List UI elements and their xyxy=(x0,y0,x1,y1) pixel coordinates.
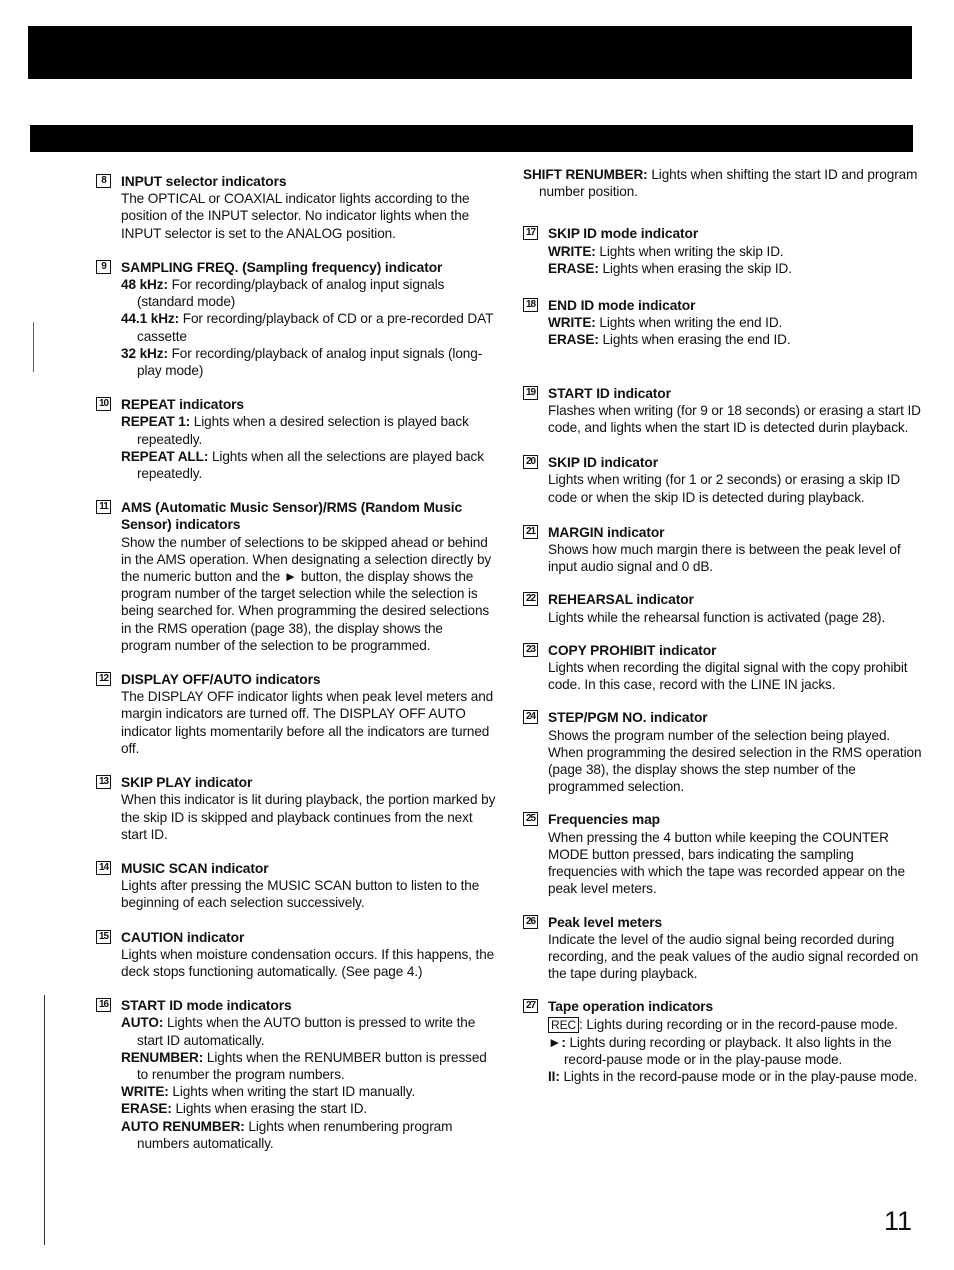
section-title: MARGIN indicator xyxy=(548,524,665,540)
section-number-badge: 15 xyxy=(96,930,111,944)
section-22 xyxy=(523,591,923,625)
section-title: AMS (Automatic Music Sensor)/RMS (Random Music Sensor) indicators xyxy=(121,500,463,533)
section-title: Peak level meters xyxy=(548,914,663,930)
item-label: REPEAT ALL: xyxy=(121,448,209,464)
definition-item xyxy=(548,1034,923,1068)
item-text: Lights during recording or playback. It also lights in the record-pause mode or in the play-pause mode. xyxy=(564,1034,892,1067)
section-title: SKIP PLAY indicator xyxy=(121,775,253,791)
section-title: END ID mode indicator xyxy=(548,298,696,314)
definition-item xyxy=(121,1118,496,1152)
definition-item xyxy=(121,310,496,344)
section-number-badge: 17 xyxy=(523,226,538,240)
item-label: ERASE: xyxy=(548,260,599,276)
rec-indicator-label: REC xyxy=(548,1017,579,1033)
item-text: Lights when all the selections are played back repeatedly. xyxy=(137,448,484,482)
section-text: Shows the program number of the selection being played. When programming the desired selection in the RMS operation (page 38), the display shows the step number of the programmed selection. xyxy=(548,727,922,795)
item-label: WRITE: xyxy=(121,1084,169,1100)
section-text: When pressing the 4 button while keeping the COUNTER MODE button pressed, bars indicating the sampling frequencies with which the tape was recorded appear on the peak level meters. xyxy=(548,829,905,897)
definition-item xyxy=(548,331,923,348)
item-label: WRITE: xyxy=(548,315,596,331)
item-text: Lights when writing the skip ID. xyxy=(599,243,784,259)
section-text: Lights when moisture condensation occurs. If this happens, the deck stops functioning automatically. (See page 4.) xyxy=(121,946,495,979)
margin-rule xyxy=(44,995,45,1245)
section-title: CAUTION indicator xyxy=(121,929,245,945)
definition-item xyxy=(121,1014,496,1048)
section-text: The OPTICAL or COAXIAL indicator lights according to the position of the INPUT selector. No indicator lights when the INPUT selector is set to the ANALOG position. xyxy=(121,191,470,241)
section-title: REHEARSAL indicator xyxy=(548,592,694,608)
section-number-badge: 9 xyxy=(96,260,111,274)
item-label: 32 kHz: xyxy=(121,345,168,361)
section-number-badge: 14 xyxy=(96,861,111,875)
section-14 xyxy=(96,860,496,912)
item-label: 48 kHz: xyxy=(121,277,168,293)
section-number-badge: 21 xyxy=(523,525,538,539)
section-number-badge: 16 xyxy=(96,998,111,1012)
definition-item xyxy=(121,448,496,482)
section-text: Indicate the level of the audio signal being recorded during recording, and the peak values of the audio signal recorded on the tape during playback. xyxy=(548,931,919,982)
section-title: Tape operation indicators xyxy=(548,999,714,1015)
section-17 xyxy=(523,225,923,277)
section-26 xyxy=(523,914,923,983)
definition-item xyxy=(548,243,923,260)
section-20 xyxy=(523,454,923,506)
item-text: Lights when renumbering program numbers automatically. xyxy=(137,1118,453,1151)
section-13 xyxy=(96,774,496,843)
definition-item xyxy=(121,413,496,447)
section-text: Flashes when writing (for 9 or 18 seconds) or erasing a start ID code, and lights when the start ID is detected durin playback. xyxy=(548,402,921,436)
definition-item xyxy=(548,1016,923,1034)
definition-item xyxy=(548,1068,923,1085)
definition-item xyxy=(121,276,496,310)
item-text: Lights when erasing the start ID. xyxy=(175,1101,368,1117)
section-title: START ID indicator xyxy=(548,385,671,401)
item-label: ►: xyxy=(548,1034,566,1050)
section-24 xyxy=(523,709,923,795)
section-title: SKIP ID mode indicator xyxy=(548,226,699,242)
definition-item xyxy=(121,1083,496,1100)
item-text: Lights when writing the start ID manually. xyxy=(172,1084,416,1100)
section-title: SKIP ID indicator xyxy=(548,455,658,471)
definition-item xyxy=(548,260,923,277)
section-number-badge: 20 xyxy=(523,455,538,469)
item-text: For recording/playback of analog input signals (long-play mode) xyxy=(137,345,483,379)
item-text: Lights when the AUTO button is pressed to write the start ID automatically. xyxy=(137,1015,476,1048)
item-text: Lights when a desired selection is played back repeatedly. xyxy=(137,414,469,447)
left-column xyxy=(96,173,496,1152)
binding-marks xyxy=(33,322,34,372)
section-12 xyxy=(96,671,496,757)
section-number-badge: 26 xyxy=(523,915,538,929)
section-title: REPEAT indicators xyxy=(121,397,245,413)
section-11 xyxy=(96,499,496,654)
section-number-badge: 23 xyxy=(523,643,538,657)
section-8 xyxy=(96,173,496,242)
section-number-badge: 24 xyxy=(523,710,538,724)
section-23 xyxy=(523,642,923,694)
header-bar-top xyxy=(28,26,912,79)
section-title: DISPLAY OFF/AUTO indicators xyxy=(121,672,321,688)
section-title: COPY PROHIBIT indicator xyxy=(548,642,717,658)
section-25 xyxy=(523,811,923,897)
section-text: Lights after pressing the MUSIC SCAN button to listen to the beginning of each selection successively. xyxy=(121,878,480,911)
section-title: INPUT selector indicators xyxy=(121,174,287,189)
section-title: MUSIC SCAN indicator xyxy=(121,860,269,876)
section-number-badge: 10 xyxy=(96,397,111,411)
section-text: Lights when recording the digital signal with the copy prohibit code. In this case, record with the LINE IN jacks. xyxy=(548,660,908,693)
item-text: Lights when writing the end ID. xyxy=(599,315,783,331)
section-10 xyxy=(96,396,496,482)
item-label: ERASE: xyxy=(548,332,599,348)
section-16 xyxy=(96,997,496,1152)
section-title: STEP/PGM NO. indicator xyxy=(548,710,708,726)
section-number-badge: 27 xyxy=(523,999,538,1013)
right-column xyxy=(523,166,923,1085)
item-text: For recording/playback of analog input signals (standard mode) xyxy=(137,277,445,310)
header-bar-bottom xyxy=(30,125,913,152)
definition-item xyxy=(121,1100,496,1117)
section-27 xyxy=(523,998,923,1085)
item-text: Lights when shifting the start ID and program number position. xyxy=(539,167,918,200)
section-number-badge: 8 xyxy=(96,174,111,188)
section-text: Show the number of selections to be skipped ahead or behind in the AMS operation. When designating a selection directly by the numeric button and the ► button, the display shows the program number of the target selection while the selection is being searched for. When programming the desired selections in the RMS operation (page 38), the display shows the program number of the selection to be programmed. xyxy=(121,534,492,653)
item-text: Lights when erasing the skip ID. xyxy=(602,260,792,276)
definition-item xyxy=(548,314,923,331)
section-15 xyxy=(96,929,496,981)
item-text: For recording/playback of CD or a pre-recorded DAT cassette xyxy=(137,311,494,344)
shift-renumber-item xyxy=(523,166,923,200)
item-label: SHIFT RENUMBER: xyxy=(523,167,648,182)
item-text: Lights when the RENUMBER button is pressed to renumber the program numbers. xyxy=(137,1049,487,1082)
item-text: : Lights during recording or in the record-pause mode. xyxy=(579,1016,898,1032)
section-text: When this indicator is lit during playback, the portion marked by the skip ID is skipped and playback continues from the next start ID. xyxy=(121,792,496,842)
section-text: The DISPLAY OFF indicator lights when peak level meters and margin indicators are turned off. The DISPLAY OFF AUTO indicator lights momentarily before all the indicators are turned off. xyxy=(121,689,494,756)
section-number-badge: 22 xyxy=(523,592,538,606)
item-label: REPEAT 1: xyxy=(121,414,191,430)
section-text: Shows how much margin there is between the peak level of input audio signal and 0 dB. xyxy=(548,542,901,575)
item-label: II: xyxy=(548,1069,560,1085)
section-title: SAMPLING FREQ. (Sampling frequency) indicator xyxy=(121,259,443,275)
item-label: 44.1 kHz: xyxy=(121,311,180,327)
definition-item xyxy=(121,345,496,379)
section-18 xyxy=(523,297,923,349)
section-number-badge: 19 xyxy=(523,386,538,400)
section-number-badge: 12 xyxy=(96,672,111,686)
item-label: WRITE: xyxy=(548,243,596,259)
section-number-badge: 11 xyxy=(96,500,111,514)
item-label: AUTO: xyxy=(121,1015,164,1031)
section-9 xyxy=(96,259,496,379)
section-19 xyxy=(523,385,923,437)
item-label: RENUMBER: xyxy=(121,1049,204,1065)
section-number-badge: 13 xyxy=(96,775,111,789)
definition-item xyxy=(121,1049,496,1083)
section-title: START ID mode indicators xyxy=(121,998,292,1014)
item-label: ERASE: xyxy=(121,1101,172,1117)
item-label: AUTO RENUMBER: xyxy=(121,1118,245,1134)
page-number: 11 xyxy=(884,1206,913,1236)
section-text: Lights when writing (for 1 or 2 seconds) or erasing a skip ID code or when the skip ID is detected during playback. xyxy=(548,472,901,505)
section-21 xyxy=(523,524,923,576)
section-number-badge: 25 xyxy=(523,812,538,826)
section-title: Frequencies map xyxy=(548,812,660,828)
item-text: Lights when erasing the end ID. xyxy=(602,332,791,348)
section-number-badge: 18 xyxy=(523,298,538,312)
section-text: Lights while the rehearsal function is activated (page 28). xyxy=(548,609,886,625)
item-text: Lights in the record-pause mode or in the play-pause mode. xyxy=(563,1069,918,1085)
